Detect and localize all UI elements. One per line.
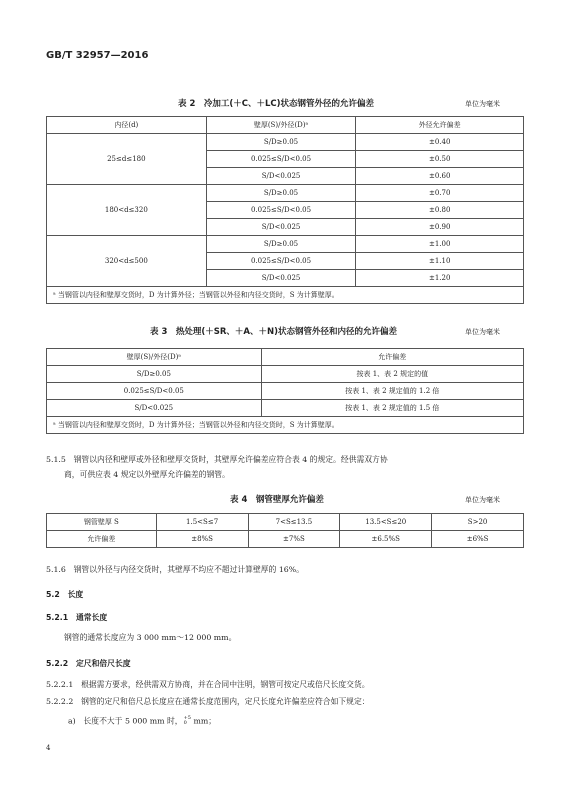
para-521: 钢管的通常长度应为 3 000 mm～12 000 mm。	[64, 633, 237, 642]
table-cell: 0.025≤S/D<0.05	[206, 202, 356, 219]
table-row	[47, 366, 524, 383]
table2-caption: 表 2 冷加工(＋C、＋LC)状态钢管外径的允许偏差	[178, 99, 375, 109]
table-cell: ±8%S	[156, 531, 248, 548]
table-cell: ±0.70	[356, 185, 524, 202]
list-item-a-suffix: mm；	[190, 716, 217, 726]
table-cell: ±0.80	[356, 202, 524, 219]
table-header-cell: 允许偏差	[261, 349, 523, 366]
para-516: 5.1.6 钢管以外径与内径交货时，其壁厚不均应不超过计算壁厚的 16%。	[46, 565, 304, 574]
table3	[46, 348, 524, 434]
table2-footnote: ᵃ 当钢管以内径和壁厚交货时，D 为计算外径；当钢管以外径和内径交货时，S 为计算壁厚。	[47, 287, 524, 304]
table2-unit: 单位为毫米	[465, 100, 500, 108]
section-52-heading: 5.2 长度	[46, 590, 84, 599]
table-cell: 1.5<S≤7	[156, 514, 248, 531]
table-cell: S/D≥0.05	[47, 366, 262, 383]
table-cell: ±0.60	[356, 168, 524, 185]
table-row	[47, 236, 524, 253]
table-cell: 13.5<S≤20	[340, 514, 432, 531]
range-cell: 180<d≤320	[47, 185, 207, 236]
tolerance-lower: 0	[183, 720, 187, 727]
section-522-heading: 5.2.2 定尺和倍尺长度	[46, 659, 131, 668]
table-row	[47, 531, 524, 548]
table-row	[47, 514, 524, 531]
table-cell: ±0.50	[356, 151, 524, 168]
table-row	[47, 134, 524, 151]
table-cell: ±1.10	[356, 253, 524, 270]
table3-unit: 单位为毫米	[465, 328, 500, 336]
table-cell: S/D≥0.05	[206, 185, 356, 202]
table-header-cell: 允许偏差	[47, 531, 157, 548]
table-header-cell: 外径允许偏差	[356, 117, 524, 134]
table-cell: ±6.5%S	[340, 531, 432, 548]
table-cell: S/D<0.025	[206, 219, 356, 236]
table-cell: ±6%S	[432, 531, 524, 548]
table-header-cell: 壁厚(S)/外径(D)ᵃ	[206, 117, 356, 134]
table-cell: S/D<0.025	[206, 270, 356, 287]
para-5222: 5.2.2.2 钢管的定尺和倍尺总长度应在通常长度范围内，定尺长度允许偏差应符合如下规定：	[46, 697, 370, 706]
table-row	[47, 383, 524, 400]
table4-unit: 单位为毫米	[465, 496, 500, 504]
table-cell: ±1.00	[356, 236, 524, 253]
table-row	[47, 185, 524, 202]
list-item-a	[68, 716, 216, 727]
range-cell: 320<d≤500	[47, 236, 207, 287]
table3-footnote: ᵃ 当钢管以内径和壁厚交货时，D 为计算外径；当钢管以外径和内径交货时，S 为计算壁厚。	[47, 417, 524, 434]
table4-caption: 表 4 钢管壁厚允许偏差	[230, 495, 324, 505]
table-cell: ±7%S	[248, 531, 340, 548]
table-cell: S/D<0.025	[206, 168, 356, 185]
para-515-line2: 商，可供应表 4 规定以外壁厚允许偏差的钢管。	[64, 470, 230, 479]
table-note-row	[47, 417, 524, 434]
table3-caption: 表 3 热处理(＋SR、＋A、＋N)状态钢管外径和内径的允许偏差	[150, 327, 398, 337]
section-521-heading: 5.2.1 通常长度	[46, 613, 108, 622]
table-cell: S/D≥0.05	[206, 236, 356, 253]
table-header-cell: 钢管壁厚 S	[47, 514, 157, 531]
table-cell: S>20	[432, 514, 524, 531]
table-cell: 按表 1、表 2 规定值的 1.5 倍	[261, 400, 523, 417]
table4	[46, 513, 524, 548]
table-cell: S/D≥0.05	[206, 134, 356, 151]
page-number: 4	[46, 744, 51, 752]
table-header-row	[47, 117, 524, 134]
table-header-row	[47, 349, 524, 366]
table-header-cell: 壁厚(S)/外径(D)ᵃ	[47, 349, 262, 366]
table-cell: ±0.40	[356, 134, 524, 151]
table-header-cell: 内径(d)	[47, 117, 207, 134]
range-cell: 25≤d≤180	[47, 134, 207, 185]
para-515-line1: 5.1.5 钢管以内径和壁厚或外径和壁厚交货时，其壁厚允许偏差应符合表 4 的规定。经供需双方协	[46, 455, 388, 464]
table-cell: 0.025≤S/D<0.05	[206, 151, 356, 168]
table2	[46, 116, 524, 304]
table-cell: ±0.90	[356, 219, 524, 236]
table-cell: 按表 1、表 2 规定的值	[261, 366, 523, 383]
standard-header: GB/T 32957—2016	[46, 50, 149, 61]
table-row	[47, 400, 524, 417]
tolerance-upper: +5	[183, 715, 191, 721]
table-cell: 0.025≤S/D<0.05	[47, 383, 262, 400]
table-cell: S/D<0.025	[47, 400, 262, 417]
table-cell: ±1.20	[356, 270, 524, 287]
table-cell: 按表 1、表 2 规定值的 1.2 倍	[261, 383, 523, 400]
list-item-a-text: a) 长度不大于 5 000 mm 时，	[68, 716, 183, 726]
tolerance-stack	[184, 716, 191, 727]
table-note-row	[47, 287, 524, 304]
table-cell: 0.025≤S/D<0.05	[206, 253, 356, 270]
para-5221: 5.2.2.1 根据需方要求，经供需双方协商，并在合同中注明，钢管可按定尺或倍尺长度交货。	[46, 680, 370, 689]
table-cell: 7<S≤13.5	[248, 514, 340, 531]
